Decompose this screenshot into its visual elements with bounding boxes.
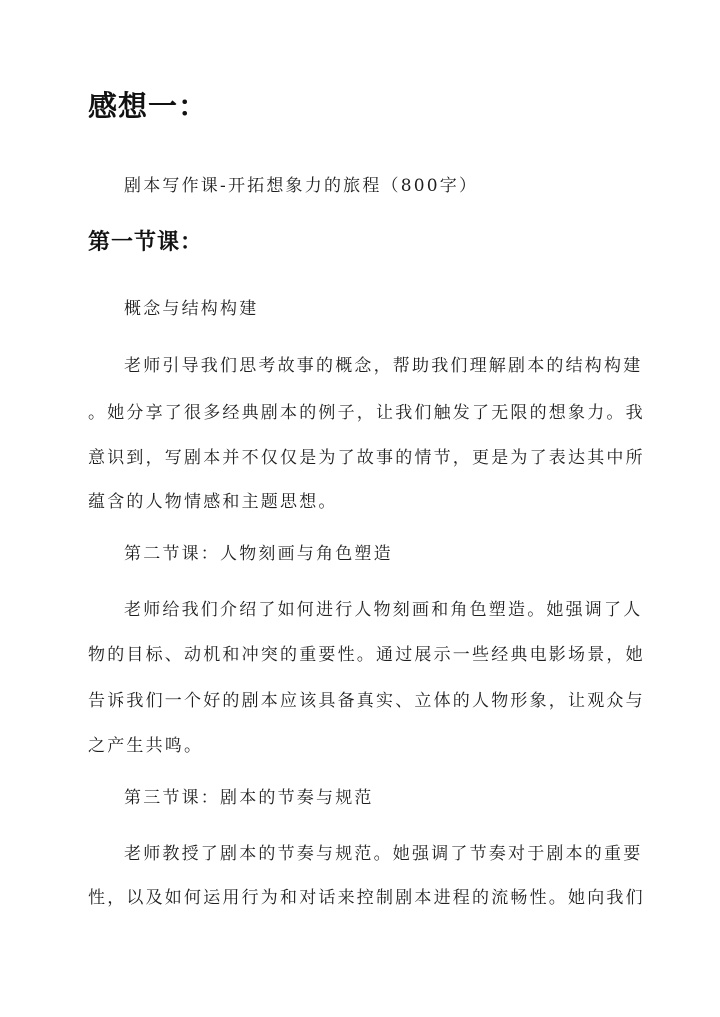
section-title-lesson-two: 第二节课：人物刻画与角色塑造 (124, 544, 393, 564)
paragraph-2-line: 之产生共鸣。 (88, 736, 204, 756)
heading-lesson-one: 第一节课： (88, 229, 204, 255)
paragraph-1-line: 。她分享了很多经典剧本的例子，让我们触发了无限的想象力。我 (88, 403, 645, 423)
paragraph-1-line: 意识到，写剧本并不仅仅是为了故事的情节，更是为了表达其中所 (88, 448, 645, 468)
paragraph-2-line: 物的目标、动机和冲突的重要性。通过展示一些经典电影场景，她 (88, 645, 645, 665)
paragraph-1-line: 老师引导我们思考故事的概念，帮助我们理解剧本的结构构建 (124, 356, 643, 376)
section-title-lesson-three: 第三节课：剧本的节奏与规范 (124, 788, 374, 808)
paragraph-1-line: 蕴含的人物情感和主题思想。 (88, 492, 338, 512)
paragraph-3-line: 性，以及如何运用行为和对话来控制剧本进程的流畅性。她向我们 (88, 888, 645, 908)
subtitle: 剧本写作课-开拓想象力的旅程（800字） (124, 176, 479, 196)
paragraph-2-line: 老师给我们介绍了如何进行人物刻画和角色塑造。她强调了人 (124, 600, 643, 620)
heading-reflection-one: 感想一： (88, 89, 209, 123)
paragraph-3-line: 老师教授了剧本的节奏与规范。她强调了节奏对于剧本的重要 (124, 844, 643, 864)
paragraph-2-line: 告诉我们一个好的剧本应该具备真实、立体的人物形象，让观众与 (88, 691, 645, 711)
section-title-concept-structure: 概念与结构构建 (124, 299, 259, 319)
